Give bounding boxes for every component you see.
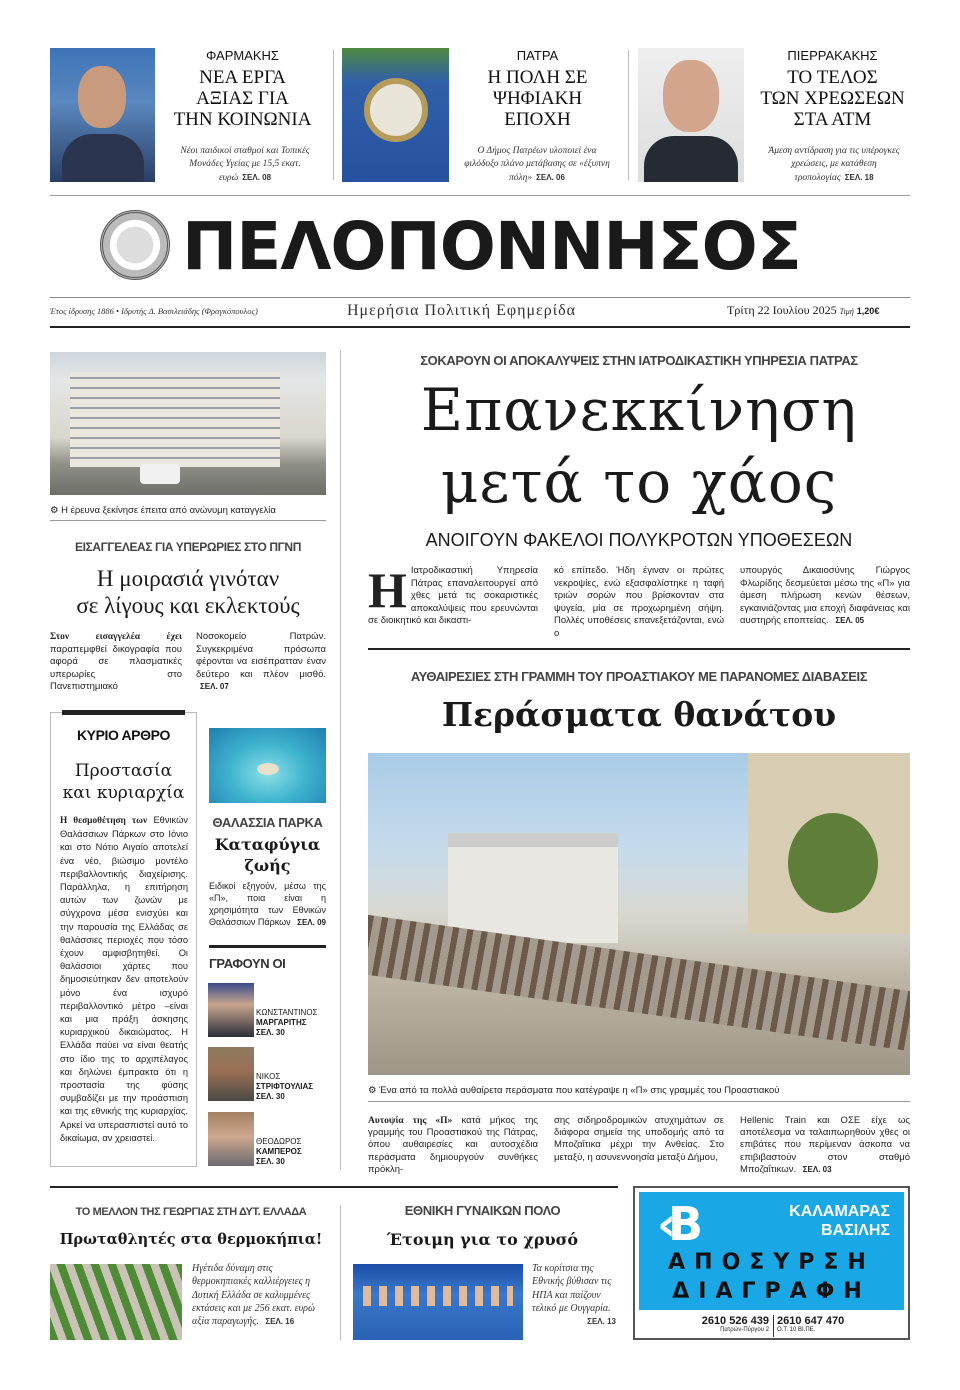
headline[interactable] (50, 565, 326, 619)
date: Τρίτη 22 Ιουλίου 2025 (727, 303, 837, 317)
line: ΨΗΦΙΑΚΗ (492, 88, 583, 109)
line: και κυριαρχία (62, 783, 185, 803)
text: Εθνικών Θαλάσσιων Πάρκων στο Ιόνιο και στο Νότιο Αιγαίο αποτελεί ένα νέο, βιώσιμο μοντέλο περιβαλλοντικής διαχείρισης. Παράλληλα, η επιτήρηση αυτών των ζωνών με σύγχρονα μέσα ενισχύει και την παρουσία της Ελλάδας σε θαλάσσιες περιοχές που τόσο έχουν αμφισβητηθεί. Οι θαλάσσιοι χάρτες που δημοσιεύτηκαν δεν αποτελούν μόνο ένα ισχυρό περιβαλλοντικό μέτρο –είναι και μια πράξη άσκησης κυριαρχικού δικαιώματος. Η Ελλάδα παύει να είναι θεατής στο ίδιο της το αρχιπέλαγος και δηλώνει έμπρακτα ότι η προστασία της φύσης συμβαδίζει με την προάσπιση και της εθνικής της κυριαρχίας. Αρκεί να υπερασπιστεί αυτό το δικαίωμα, αν χρειαστεί. (60, 815, 188, 1143)
columnist[interactable] (256, 1072, 313, 1102)
first-name: ΘΕΟΔΩΡΟΣ (256, 1137, 302, 1146)
label-text: ΓΡΑΦΟΥΝ ΟΙ (209, 956, 286, 971)
railway-photo (368, 753, 910, 1075)
editorial-body (60, 814, 188, 1145)
kicker-text: ΑΥΘΑΙΡΕΣΙΕΣ ΣΤΗ ΓΡΑΜΜΗ ΤΟΥ ΠΡΟΑΣΤΙΑΚΟΥ ΜΕ ΠΑΡΑΝΟΜΕΣ ΔΙΑΒΑΣΕΙΣ (410, 669, 868, 684)
line: Επανεκκίνηση (420, 376, 858, 444)
teaser-headline[interactable] (750, 67, 915, 130)
headline[interactable]: Περάσματα θανάτου (441, 695, 837, 734)
kb-logo-icon: ‹B (657, 1197, 696, 1251)
columnist-photo (208, 1112, 254, 1166)
kicker-text: ΣΟΚΑΡΟΥΝ ΟΙ ΑΠΟΚΑΛΥΨΕΙΣ ΣΤΗΝ ΙΑΤΡΟΔΙΚΑΣΤΙΚΗ ΥΠΗΡΕΣΙΑ ΠΑΤΡΑΣ (420, 353, 858, 368)
page-ref: ΣΕΛ. 07 (200, 682, 229, 692)
price: 1,20€ (856, 306, 880, 316)
address: Πατρών-Πύργου 2 (720, 1327, 769, 1333)
teaser-kicker: ΠΙΕΡΡΑΚΑΚΗΣ (787, 48, 878, 63)
page-ref: ΣΕΛ. 03 (802, 1164, 832, 1174)
hospital-photo (50, 352, 326, 495)
line: Καταφύγια (214, 835, 321, 854)
kicker-text: ΕΙΣΑΓΓΕΛΕΑΣ ΓΙΑ ΥΠΕΡΩΡΙΕΣ ΣΤΟ ΠΓΝΠ (75, 540, 301, 554)
sea-park-photo (209, 728, 326, 803)
article-body (50, 631, 182, 694)
article-body (554, 565, 724, 641)
teaser-headline[interactable] (160, 67, 325, 130)
price-label: Τιμή (839, 307, 854, 316)
last-name: ΣΤΡΙΦΤΟΥΛΙΑΣ (256, 1082, 314, 1091)
line: Προστασία (74, 761, 173, 781)
kicker (50, 541, 326, 555)
text: κό επίπεδο. Ήδη έγιναν οι πρώτες νεκροψίες, ενώ εξασφαλίστηκε η ταφή τριών σορών που βρίσκονταν στα ψυγεία, μία σε προχωρημένη σήψη. Πολλές υποθέσεις επανεξετάζονται, ενώ ο (554, 565, 724, 639)
page-ref: ΣΕΛ. 18 (844, 173, 874, 182)
article-body (740, 1115, 910, 1176)
page-ref: ΣΕΛ. 09 (297, 918, 326, 927)
columnist[interactable] (256, 1008, 318, 1038)
line: σε λίγους και εκλεκτούς (76, 593, 300, 618)
advertisement[interactable] (633, 1186, 910, 1340)
divider (50, 195, 910, 196)
teaser-kicker: ΠΑΤΡΑ (516, 48, 559, 63)
ad-line1: ΑΠΟΣΥΡΣΗ (668, 1250, 875, 1275)
teaser-photo-water-meter (342, 48, 449, 182)
photo-caption: ⚙ Ένα από τα πολλά αυθαίρετα περάσματα που κατέγραψε η «Π» στις γραμμές του Προαστιακού (368, 1085, 780, 1096)
line: ΤΗΝ ΚΟΙΝΩΝΙΑ (173, 109, 312, 130)
page-ref: ΣΕΛ. 13 (587, 1317, 616, 1327)
photo-caption: ⚙ Η έρευνα ξεκίνησε έπειτα από ανώνυμη καταγγελία (50, 505, 276, 516)
ad-line2: ΔΙΑΓΡΑΦΗ (672, 1279, 871, 1304)
article-body (196, 631, 326, 694)
phone: 2610 526 439 (701, 1315, 769, 1327)
columnist-photo (208, 983, 254, 1037)
editorial-label (50, 727, 197, 743)
article-body (368, 562, 538, 628)
line: Η μοιρασιά γινόταν (96, 566, 280, 591)
text: παραπεμφθεί δικογραφία που αφορά σε πλασματικές υπερωρίες στο Πανεπιστημιακό (50, 643, 182, 693)
divider (333, 50, 334, 180)
teaser-summary (462, 145, 612, 185)
editorial-headline[interactable] (50, 760, 197, 804)
article-body (192, 1262, 328, 1328)
headline[interactable] (205, 834, 330, 876)
summary-text: Ο Δήμος Πατρέων υλοποιεί ένα φιλόδοξο πλάνο μετάβασης σε «έξυπνη πόλη» (464, 146, 610, 183)
greenhouse-photo (50, 1264, 182, 1340)
text: σης σιδηροδρομικών ατυχημάτων σε διάφορα σημεία της υποδομής από τα Μποζαΐτικα μέχρι την Ανθείας. Στο μεταξύ, η ασυνεννοησία μεταξύ Δήμου, (554, 1115, 724, 1163)
first-name: ΝΙΚΟΣ (256, 1072, 281, 1081)
kicker (205, 816, 330, 831)
newspaper-title[interactable]: ΠΕΛΟΠΟΝΝΗΣΟΣ (182, 208, 801, 285)
text: Νοσοκομείο Πατρών. Συγκεκριμένα πρόσωπα φέρονται να εισέπρατταν έναν δεύτερο και πλέον μισθό. (196, 631, 326, 680)
first-name: ΚΩΝΣΤΑΝΤΙΝΟΣ (256, 1008, 318, 1017)
teaser-photo-farmakis (50, 48, 155, 182)
logo-emblem-icon (100, 210, 170, 280)
text: κατά μήκος της γραμμής του Προαστιακού της Πάτρας, όπου αυθαιρεσίες και αυτοσχέδια περάσματα δημιουργούν συνθήκες πρόκλη- (368, 1115, 539, 1175)
caption-text: Η έρευνα ξεκίνησε έπειτα από ανώνυμη καταγγελία (61, 505, 276, 516)
divider (209, 945, 326, 948)
line: ΕΠΟΧΗ (504, 109, 571, 130)
label-text: ΚΥΡΙΟ ΑΡΘΡΟ (76, 727, 171, 743)
article-body (368, 1115, 538, 1176)
divider (628, 50, 629, 180)
phone: 2610 647 470 (777, 1315, 845, 1327)
line: ζωής (244, 856, 291, 875)
page-ref: ΣΕΛ. 16 (265, 1317, 295, 1327)
last-name: ΜΑΡΓΑΡΙΤΗΣ (256, 1018, 307, 1027)
text: Ηγέτιδα δύναμη στις θερμοκηπιακές καλλιέργειες η Δυτική Ελλάδα σε καλυμμένες εκτάσεις και με 256 εκατ. ευρώ αξία παραγωγής. (192, 1263, 315, 1328)
article-body (532, 1262, 616, 1328)
columnists-label (209, 957, 326, 972)
address: Ο.Τ. 10 ΒΙ.ΠΕ. (777, 1327, 816, 1333)
kicker (50, 1206, 332, 1219)
teaser-kicker: ΦΑΡΜΑΚΗΣ (206, 48, 279, 63)
text: Τα κορίτσια της Εθνικής βύθισαν τις ΗΠΑ και παίζουν τελικό με Ουγγαρία. (532, 1263, 612, 1314)
summary-text: Νέοι παιδικοί σταθμοί και Τοπικές Μονάδες Υγείας με 15,5 εκατ. ευρώ (180, 146, 310, 183)
lead: Στον εισαγγελέα έχει (50, 632, 182, 642)
editorial-top-bar (62, 710, 185, 715)
article-body (209, 880, 326, 929)
divider (773, 1315, 774, 1337)
ad-name (745, 1202, 890, 1240)
line: ΚΑΛΑΜΑΡΑΣ (789, 1203, 890, 1220)
teaser-headline[interactable] (455, 67, 620, 130)
page-ref: ΣΕΛ. 30 (256, 1157, 285, 1166)
divider (50, 520, 326, 521)
teaser-summary (175, 145, 315, 185)
subhead: ΑΝΟΙΓΟΥΝ ΦΑΚΕΛΟΙ ΠΟΛΥΚΡΟΤΩΝ ΥΠΟΘΕΣΕΩΝ (425, 530, 853, 550)
founded-line: Έτος ίδρυσης 1886 • Ιδρυτής Δ. Βασιλειάδης (Φραγκόπουλος) (50, 306, 258, 316)
dropcap: Η (368, 562, 407, 618)
article-body (554, 1115, 724, 1164)
text: υπουργός Δικαιοσύνης Γιώργος Φλωρίδης δεσμεύεται μέσω της «Π» για άμεση πλήρωση κενών θέσεων, εγκαινιάζοντας μια εποχή διαφάνειας και αυστηρής εποπτείας. (740, 565, 910, 627)
article-body (740, 565, 910, 628)
line: ΑΞΙΑΣ ΓΙΑ (196, 88, 289, 109)
issue-date (727, 303, 879, 318)
divider (368, 648, 910, 650)
tagline: Ημερήσια Πολιτική Εφημερίδα (347, 302, 576, 319)
kicker-text: ΤΟ ΜΕΛΛΟΝ ΤΗΣ ΓΕΩΡΓΙΑΣ ΣΤΗ ΔΥΤ. ΕΛΛΑΔΑ (75, 1206, 307, 1218)
main-headline[interactable] (368, 374, 910, 518)
headline[interactable]: Πρωταθλητές στα θερμοκήπια! (59, 1231, 323, 1248)
lead: Η θεσμοθέτηση των (60, 816, 148, 826)
divider (50, 1186, 618, 1188)
page-ref: ΣΕΛ. 06 (536, 173, 565, 182)
line: Η ΠΟΛΗ ΣΕ (487, 67, 588, 88)
page-ref: ΣΕΛ. 30 (256, 1028, 285, 1037)
ad-phone-1 (695, 1315, 769, 1333)
text: Ειδικοί εξηγούν, μέσω της «Π», ποια είναι η χρησιμότητα των Εθνικών Θαλάσσιων Πάρκων (209, 881, 326, 927)
line: ΤΩΝ ΧΡΕΩΣΕΩΝ (760, 88, 905, 109)
divider (50, 297, 910, 298)
divider (50, 326, 910, 328)
lead: Αυτοψία της «Π» (368, 1116, 453, 1126)
teaser-summary (760, 145, 908, 185)
page-ref: ΣΕΛ. 08 (242, 173, 272, 182)
caption-text: Ένα από τα πολλά αυθαίρετα περάσματα που κατέγραψε η «Π» στις γραμμές του Προαστιακού (379, 1085, 780, 1096)
kicker-text: ΘΑΛΑΣΣΙΑ ΠΑΡΚΑ (212, 815, 323, 830)
text: Hellenic Train και ΟΣΕ είχε ως αποτέλεσμα να ταλαιπωρηθούν χθες οι επιβάτες που περίμεναν άσκοπα να επιβιβαστούν στον σταθμό Μποζαΐτικων. (740, 1115, 910, 1175)
summary-text: Άμεση αντίδραση για τις υπέρογκες χρεώσεις, με κατάθεση τροπολογίας (768, 146, 900, 183)
teaser-photo-pierrakakis (638, 48, 744, 182)
line: μετά το χάος (440, 448, 838, 516)
columnist-photo (208, 1047, 254, 1101)
column-divider (340, 350, 341, 1170)
line: ΝΕΑ ΕΡΓΑ (199, 67, 286, 88)
line: ΤΟ ΤΕΛΟΣ (787, 67, 878, 88)
divider (340, 1205, 341, 1340)
headline[interactable]: Έτοιμη για το χρυσό (386, 1230, 579, 1249)
water-polo-team-photo (353, 1264, 523, 1340)
kicker (350, 1204, 615, 1219)
page-ref: ΣΕΛ. 30 (256, 1092, 285, 1101)
divider (368, 1101, 910, 1102)
text: Ιατροδικαστική Υπηρεσία Πάτρας επαναλειτουργεί από χθες μετά τις σοκαριστικές αποκαλύψεις που ερευνώνται σε διοικητικό και δικαστι- (368, 565, 538, 627)
kicker-text: ΕΘΝΙΚΗ ΓΥΝΑΙΚΩΝ ΠΟΛΟ (404, 1203, 561, 1218)
ad-phone-2 (777, 1315, 844, 1333)
columnist[interactable] (256, 1137, 302, 1167)
page-ref: ΣΕΛ. 05 (835, 616, 865, 626)
kicker (368, 670, 910, 685)
line: ΒΑΣΙΛΗΣ (821, 1222, 890, 1239)
last-name: ΚΑΜΠΕΡΟΣ (256, 1147, 302, 1156)
kicker (368, 354, 910, 369)
line: ΣΤΑ ΑΤΜ (793, 109, 872, 130)
